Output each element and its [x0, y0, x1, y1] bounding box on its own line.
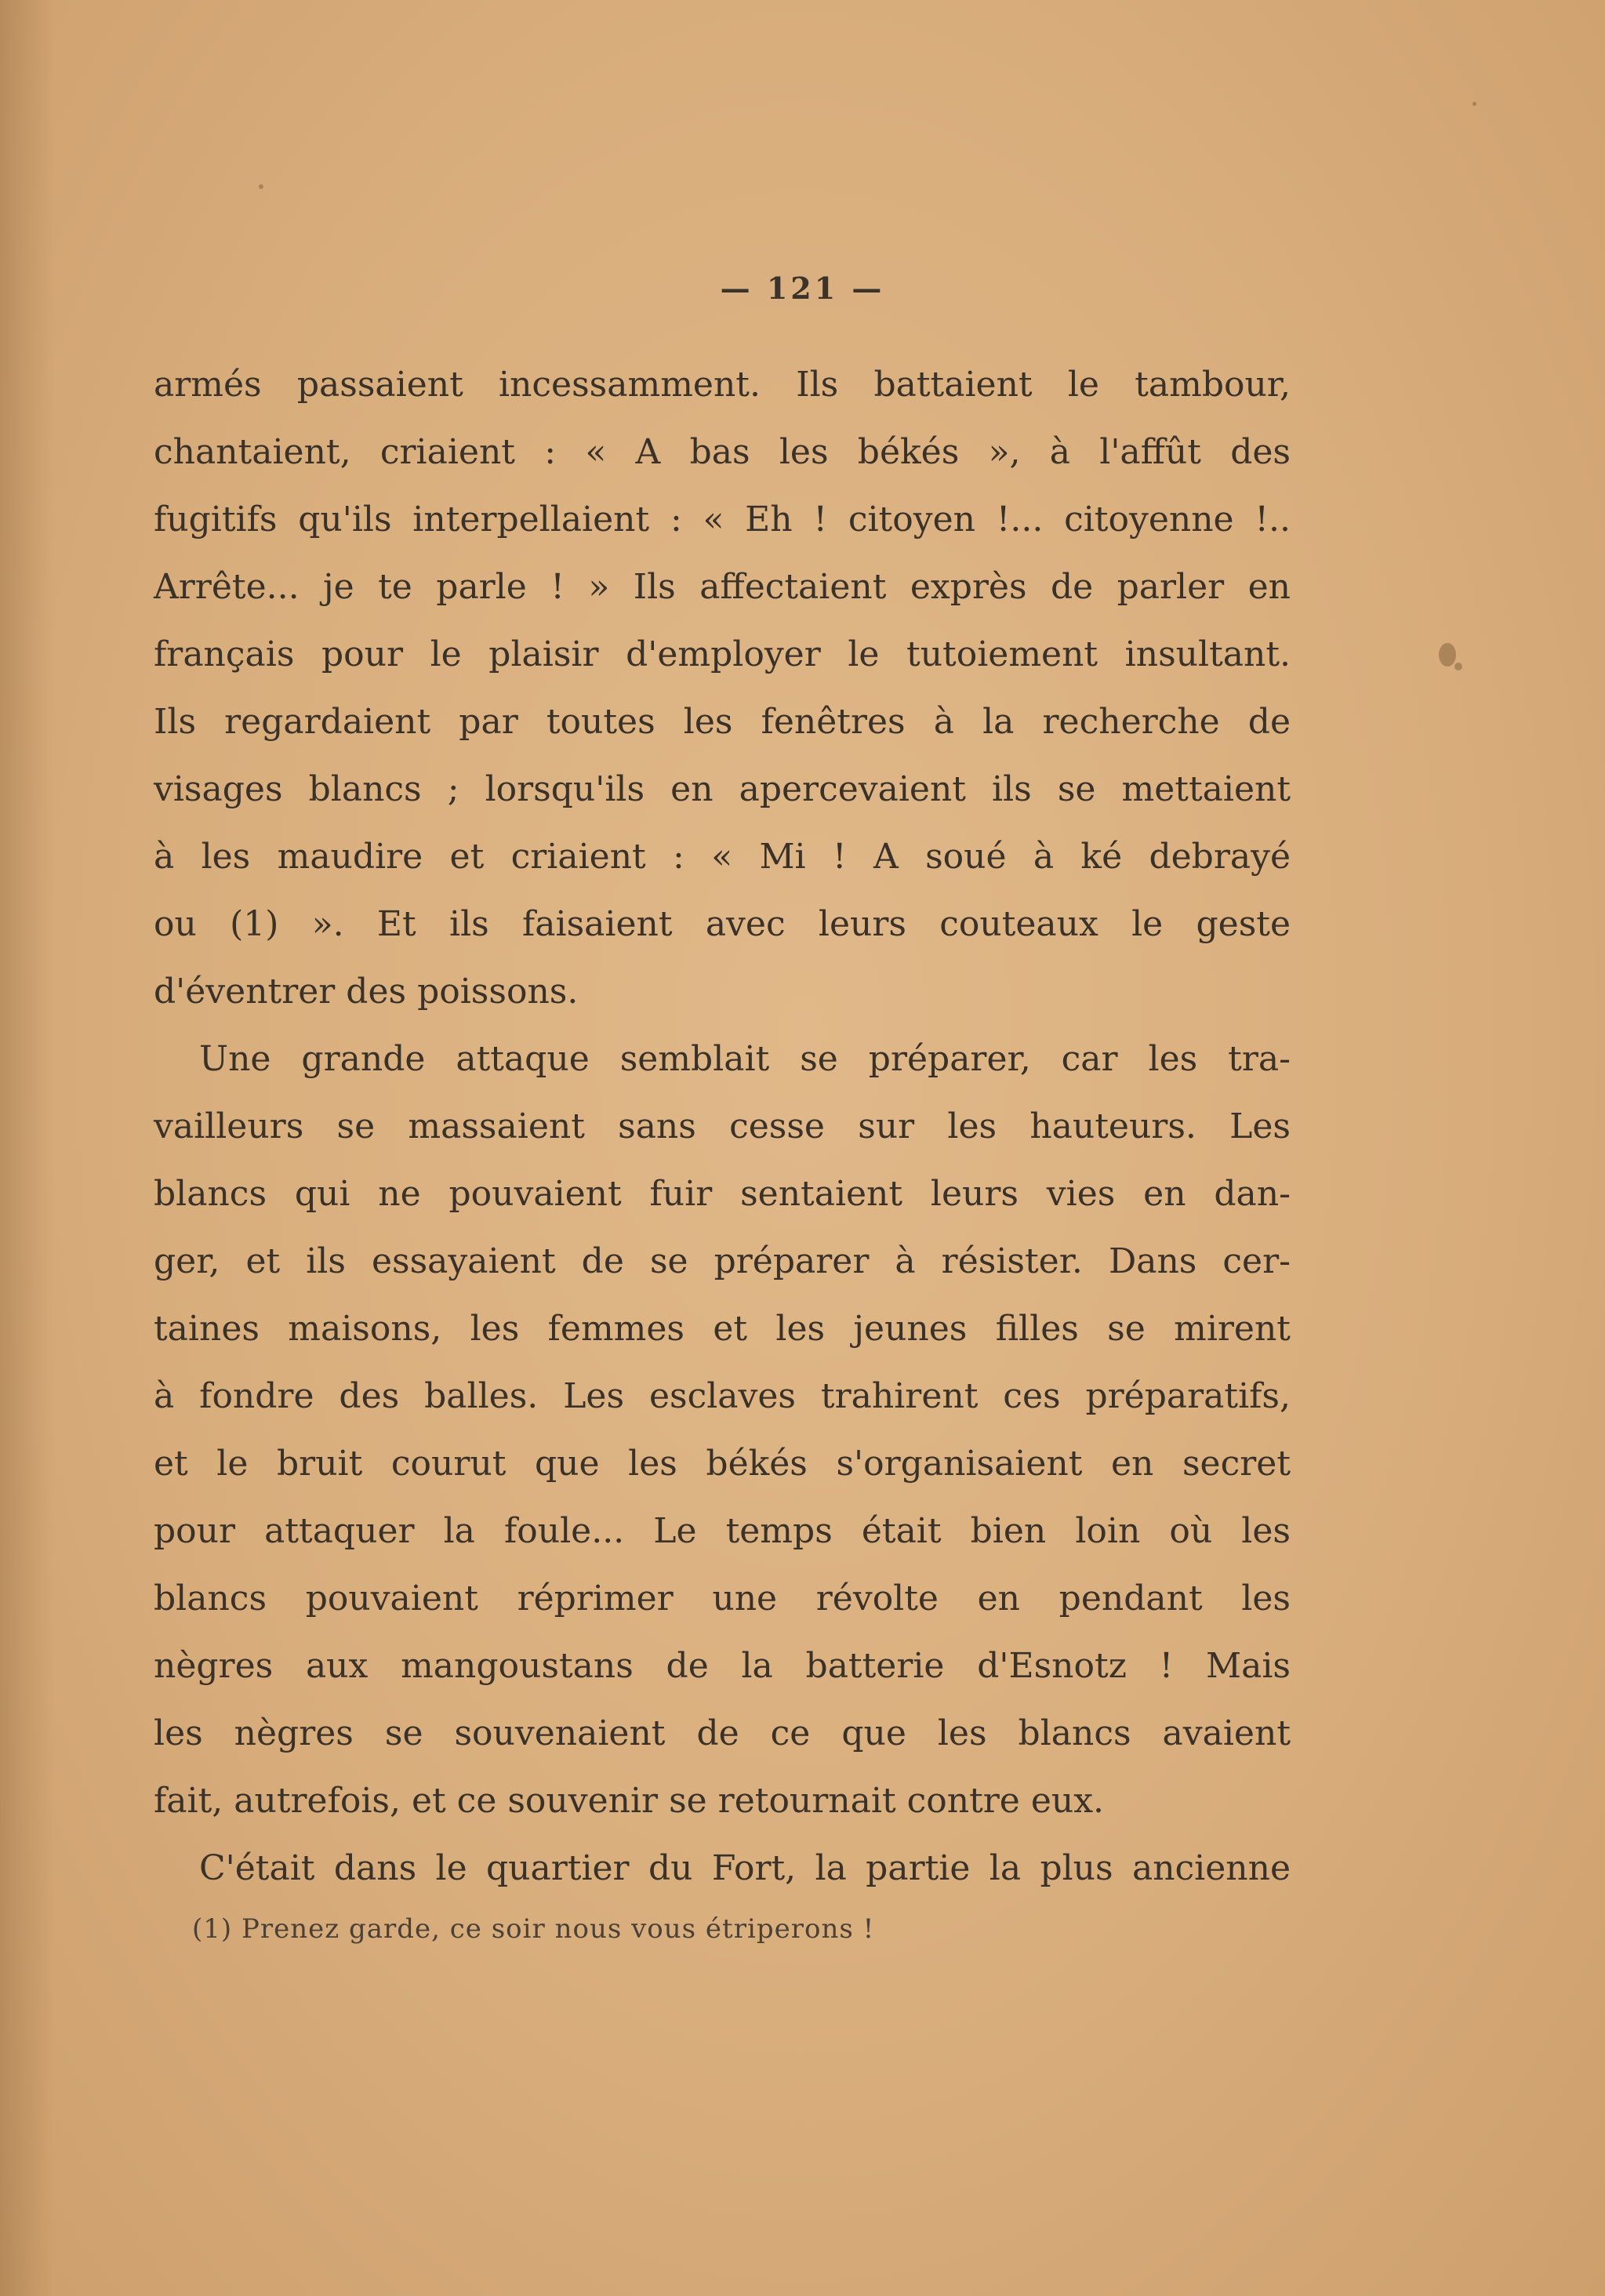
- text-line: Ils regardaient par toutes les fenêtres à la recherche de: [154, 702, 1291, 742]
- paragraph-1: [154, 351, 1291, 1026]
- text-line: d'éventrer des poissons.: [154, 972, 579, 1012]
- text-line: et le bruit courut que les békés s'organisaient en secret: [154, 1444, 1291, 1484]
- text-line: armés passaient incessamment. Ils battaient le tambour,: [154, 365, 1291, 405]
- paragraph-3: [154, 1835, 1291, 1902]
- text-line: à les maudire et criaient : « Mi ! A soué à ké debrayé: [154, 837, 1291, 877]
- text-line: C'était dans le quartier du Fort, la partie la plus ancienne: [199, 1848, 1291, 1888]
- paper-speck: [1454, 663, 1462, 670]
- paragraph-2: [154, 1026, 1291, 1835]
- text-line: blancs qui ne pouvaient fuir sentaient leurs vies en dan-: [154, 1174, 1291, 1214]
- text-line: pour attaquer la foule... Le temps était bien loin où les: [154, 1511, 1291, 1551]
- text-line: visages blancs ; lorsqu'ils en apercevaient ils se mettaient: [154, 769, 1291, 809]
- text-line: fait, autrefois, et ce souvenir se retournait contre eux.: [154, 1781, 1104, 1821]
- text-line: chantaient, criaient : « A bas les békés », à l'affût des: [154, 432, 1291, 472]
- text-line: fugitifs qu'ils interpellaient : « Eh ! citoyen !... citoyenne !..: [154, 500, 1291, 539]
- text-line: nègres aux mangoustans de la batterie d'Esnotz ! Mais: [154, 1646, 1291, 1686]
- text-line: taines maisons, les femmes et les jeunes filles se mirent: [154, 1309, 1291, 1349]
- paper-speck: [259, 184, 263, 189]
- text-line: français pour le plaisir d'employer le tutoiement insultant.: [154, 634, 1291, 674]
- text-line: les nègres se souvenaient de ce que les blancs avaient: [154, 1713, 1291, 1753]
- text-line: blancs pouvaient réprimer une révolte en pendant les: [154, 1578, 1291, 1618]
- text-line: vailleurs se massaient sans cesse sur les hauteurs. Les: [154, 1106, 1291, 1146]
- page-edge-shadow: [0, 0, 55, 2296]
- page-number: — 121 —: [720, 271, 885, 306]
- text-line: ger, et ils essayaient de se préparer à résister. Dans cer-: [154, 1241, 1291, 1281]
- footnote: (1) Prenez garde, ce soir nous vous étriperons !: [192, 1913, 875, 1945]
- text-line: Une grande attaque semblait se préparer, car les tra-: [199, 1039, 1291, 1079]
- paper-speck: [1439, 643, 1456, 667]
- body-text: [154, 351, 1291, 1902]
- text-line: Arrête... je te parle ! » Ils affectaient exprès de parler en: [154, 567, 1291, 607]
- paper-speck: [1472, 102, 1476, 106]
- text-line: ou (1) ». Et ils faisaient avec leurs couteaux le geste: [154, 904, 1291, 944]
- text-line: à fondre des balles. Les esclaves trahirent ces préparatifs,: [154, 1376, 1291, 1416]
